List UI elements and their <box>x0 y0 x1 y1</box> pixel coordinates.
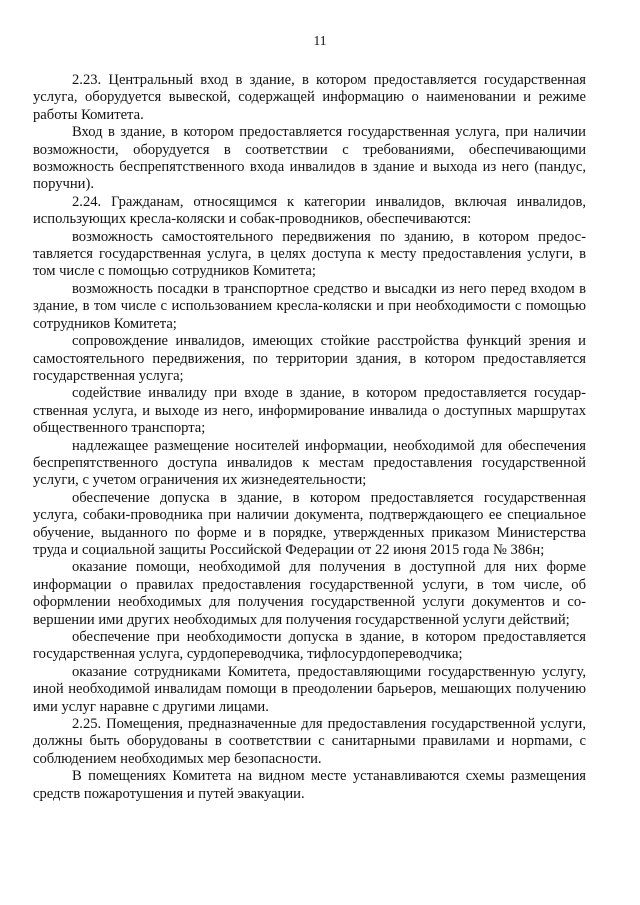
paragraph-2-24: 2.24. Гражданам, относящимся к категории инвалидов, включая инвалидов, использующих кресла-коляски и собак-проводников, обеспечиваются: <box>33 193 586 228</box>
list-item-entry-assistance: содействие инвалиду при входе в здание, в котором предоставляется государственная услуга, и выходе из него, информирование инвалида о доступных маршрутах общественного транспорта; <box>33 385 586 437</box>
paragraph-2-25: 2.25. Помещения, предназначенные для предоставления государственной услуги, должны быть оборудованы в соответствии с санитарными правилами и норmами, с соблюдением необходимых мер безопасности. <box>33 716 586 767</box>
list-item-information-placement: надлежащее размещение носителей информации, необходимой для обеспечения беспрепятственного доступа инвалидов к местам предоставления государственной услуги, с учетом ограничения их жизнедеятельности; <box>33 437 586 489</box>
list-item-transport-boarding: возможность посадки в транспортное средство и высадки из него перед входом в здание, в том числе с использованием кресла-коляски и при необходимости с помощью сотрудников Комитета; <box>33 280 586 332</box>
list-item-movement: возможность самостоятельного передвижения по зданию, в котором предоставляется государственная услуга, в целях доступа к месту предоставления услуги, в том числе с помощью сотрудников Комитета; <box>33 228 586 280</box>
list-item-information-help: оказание помощи, необходимой для получения в доступной для них форме информации о правилах предоставления государственной услуги, в том числе, об оформлении необходимых для получения государственной услуги документов и совершении ими других необходимых для получения государственной услуги действий; <box>33 559 586 628</box>
list-item-interpreter-access: обеспечение при необходимости допуска в здание, в котором предоставляется государственная услуга, сурдопереводчика, тифлосурдопереводчика; <box>33 629 586 663</box>
paragraph-evacuation-schemes: В помещениях Комитета на видном месте устанавливаются схемы размещения средств пожаротушения и путей эвакуации. <box>33 768 586 802</box>
paragraph-2-23: 2.23. Центральный вход в здание, в котором предоставляется государственная услуга, оборудуется вывеской, содержащей информацию о наименовании и режиме работы Комитета. <box>33 72 586 123</box>
document-body <box>33 72 586 803</box>
paragraph-entrance-equipment: Вход в здание, в котором предоставляется государственная услуга, при наличии возможности, оборудуется в соответствии с требованиями, обеспечивающими возможность беспрепятственного входа инвалидов в здание и выхода из него (пандус, поручни). <box>33 124 586 193</box>
list-item-guide-dog-access: обеспечение допуска в здание, в котором предоставляется государственная услуга, собаки-проводника при наличии документа, подтверждающего ее специальное обучение, выданного по форме и в порядке, утвержденных приказом Министерства труда и социальной защиты Российской Федерации от 22 июня 2015 года № 386н; <box>33 489 586 558</box>
list-item-escort: сопровождение инвалидов, имеющих стойкие расстройства функций зрения и самостоятельного передвижения, по территории здания, в котором предоставляется государственная услуга; <box>33 333 586 384</box>
page-number: 11 <box>313 33 327 48</box>
list-item-staff-assistance: оказание сотрудниками Комитета, предоставляющими государственную услугу, иной необходимой инвалидам помощи в преодолении барьеров, мешающих получению ими услуг наравне с другими лицами. <box>33 663 586 715</box>
